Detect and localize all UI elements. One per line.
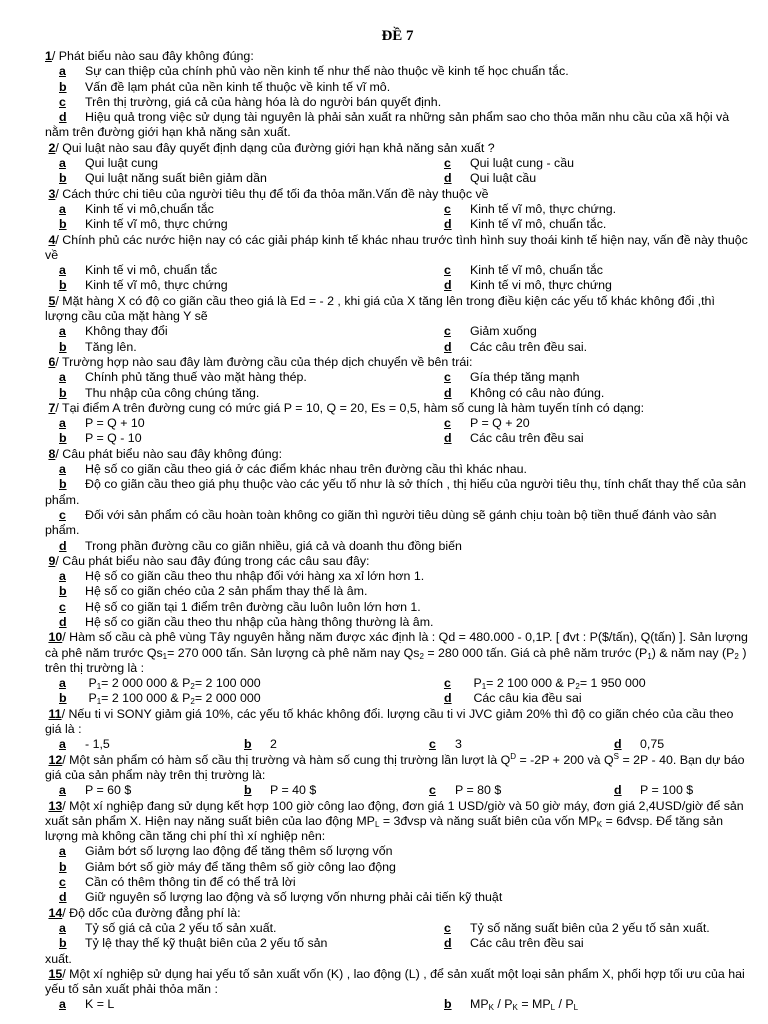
option-b	[45, 936, 430, 951]
option-text: K = L	[85, 997, 115, 1012]
option-letter: a	[59, 263, 66, 278]
subscript: 2	[419, 651, 424, 661]
superscript: S	[613, 751, 619, 761]
option-text: Các câu trên đều sai	[470, 431, 584, 446]
option-text: Chính phủ tăng thuế vào mặt hàng thép.	[85, 370, 307, 385]
option-c	[45, 508, 750, 539]
option-text: Các câu trên đều sai.	[470, 339, 588, 354]
option-text: Qui luật năng suất biên giảm dần	[85, 171, 267, 186]
option-text: Không có câu nào đúng.	[470, 385, 605, 400]
question-number: 8	[48, 446, 56, 461]
option-text: Kinh tế vi mô, chuẩn tắc	[85, 263, 218, 278]
option-letter: c	[429, 783, 436, 798]
exam-title: ĐỀ 7	[381, 28, 414, 44]
question-1	[45, 49, 750, 141]
option-text: Tỷ số giá cả của 2 yếu tố sản xuất.	[85, 920, 277, 935]
option-text: P = Q + 20	[470, 416, 530, 431]
option-row	[45, 737, 750, 752]
option-letter: c	[429, 737, 436, 752]
question-text: / Mặt hàng X có độ co giãn cầu theo giá là Ed = - 2 , khi giá của X tăng lên trong điều kiện các yếu tố khác không đổi ,thì lượng cầu của mặt hàng Y sẽ	[45, 293, 715, 324]
option-text: P = 40 $	[270, 783, 317, 798]
option-a	[45, 569, 750, 584]
option-text: Hệ số co giãn cầu theo giá ở các điểm khác nhau trên đường cầu thì khác nhau.	[85, 462, 527, 477]
option-text: Tỷ số năng suất biên của 2 yếu tố sản xuất.	[470, 920, 710, 935]
question-text: ) trên thị trường là :	[45, 645, 747, 675]
option-row	[45, 921, 750, 936]
option-d	[45, 890, 750, 905]
option-text: Giữ nguyên số lượng lao động và số lượng vốn nhưng phải cải tiến kỹ thuật	[85, 890, 503, 905]
question-text: / Độ dốc của đường đẳng phí là:	[62, 905, 241, 920]
question-3	[45, 187, 750, 233]
subscript: 1	[162, 651, 168, 661]
option-letter: d	[444, 691, 452, 706]
option-c	[430, 202, 616, 217]
question-text: = 280 000 tấn. Giá cà phê năm trước (P	[423, 645, 648, 660]
option-row	[45, 997, 750, 1012]
question-7	[45, 401, 750, 447]
question-text: = 2P - 40. Bạn dự báo giá của sản phẩm này trên thị trường là:	[45, 752, 745, 782]
question-text: / Hàm số cầu cà phê vùng Tây nguyên hằng năm được xác định là : Qd = 480.000 - 0,1P. [ đvt : P($/tấn), Q(tấn) ]. Sản lượng cà phê năm trước Qs	[45, 630, 748, 660]
option-letter: b	[59, 936, 67, 951]
option-text: Tỷ lệ thay thế kỹ thuật biên của 2 yếu tố sản	[85, 936, 328, 951]
question-number: 14	[48, 905, 63, 920]
subscript: 2	[734, 651, 739, 661]
option-letter: a	[59, 416, 66, 431]
option-text: Không thay đổi	[85, 324, 168, 339]
option-d	[430, 936, 584, 951]
option-text: = 2 100 000 & P	[101, 691, 191, 706]
question-11-stem	[45, 707, 750, 738]
option-d	[45, 110, 750, 141]
option-letter: d	[59, 110, 67, 125]
subscript: 1	[481, 682, 487, 692]
option-a	[45, 64, 750, 79]
option-c	[415, 783, 600, 798]
option-c	[430, 370, 580, 385]
question-15	[45, 967, 750, 1013]
option-text: P = 60 $	[85, 783, 132, 798]
option-text: Kinh tế vĩ mô, thực chứng	[85, 217, 228, 232]
question-10-stem	[45, 630, 750, 676]
option-letter: d	[444, 936, 452, 951]
question-text: / Trường hợp nào sau đây làm đường cầu của thép dịch chuyển về bên trái:	[55, 354, 473, 369]
option-letter: c	[444, 920, 451, 935]
option-row	[45, 171, 750, 186]
option-a	[45, 324, 430, 339]
option-letter: a	[59, 462, 66, 477]
option-text: Thu nhập của công chúng tăng.	[85, 385, 260, 400]
question-text: / Một sản phẩm có hàm số cầu thị trường và hàm số cung thị trường lần lượt là Q	[62, 752, 511, 767]
option-text: Hệ số co giãn cầu theo thu nhập của hàng thông thường là âm.	[85, 614, 434, 629]
option-row	[45, 156, 750, 171]
option-letter: d	[59, 890, 67, 905]
question-5	[45, 294, 750, 355]
option-letter: a	[59, 844, 66, 859]
option-text: Vấn đề lạm phát của nền kinh tế thuộc về kinh tế vĩ mô.	[85, 79, 391, 94]
option-b	[45, 171, 430, 186]
question-text: / Cách thức chi tiêu của người tiêu thụ để tối đa thỏa mãn.Vấn đề này thuộc về	[55, 186, 489, 201]
option-text: MP	[470, 997, 489, 1012]
question-4	[45, 233, 750, 294]
option-text: Kinh tế vĩ mô, thực chứng	[85, 278, 228, 293]
option-letter: a	[59, 783, 66, 798]
question-6-stem	[45, 355, 750, 370]
option-text: - 1,5	[85, 737, 110, 752]
question-11	[45, 707, 750, 753]
option-text: Các câu kia đều sai	[473, 691, 582, 706]
question-text: = 3đvsp và năng suất biên của vốn MP	[379, 813, 597, 828]
option-c	[45, 600, 750, 615]
option-text: Trong phần đường cầu co giãn nhiều, giá cả và doanh thu đồng biến	[85, 538, 462, 553]
subscript: L	[550, 1003, 556, 1013]
question-text: ) & năm nay (P	[651, 645, 735, 660]
question-number: 9	[48, 553, 56, 568]
option-text: 2	[270, 737, 277, 752]
option-b	[45, 584, 750, 599]
option-letter: c	[444, 416, 451, 431]
question-13	[45, 799, 750, 906]
option-text: P = Q + 10	[85, 416, 145, 431]
option-text: 0,75	[640, 737, 665, 752]
option-row	[45, 370, 750, 385]
subscript: K	[488, 1003, 494, 1013]
option-text: Cần có thêm thông tin để có thể trả lời	[85, 875, 296, 890]
question-text: / Qui luật nào sau đây quyết định dạng của đường giới hạn khả năng sản xuất ?	[55, 140, 495, 155]
option-b	[45, 386, 430, 401]
option-letter: c	[59, 94, 66, 109]
question-7-stem	[45, 401, 750, 416]
option-row	[45, 691, 750, 706]
option-a	[45, 676, 430, 691]
option-b-continuation: xuất.	[45, 951, 72, 966]
option-row	[45, 278, 750, 293]
option-row	[45, 202, 750, 217]
option-text: Qui luật cầu	[470, 171, 537, 186]
option-a	[45, 462, 750, 477]
subscript: 1	[647, 651, 652, 661]
option-c	[430, 416, 530, 431]
option-text: Các câu trên đều sai	[470, 936, 584, 951]
option-letter: b	[59, 691, 67, 706]
option-letter: b	[244, 783, 252, 798]
question-number: 6	[48, 354, 56, 369]
question-number: 3	[48, 186, 56, 201]
question-text: / Nếu ti vi SONY giảm giá 10%, các yếu tố khác không đổi. lượng cầu ti vi JVC giảm 20% thì độ co giãn chéo của cầu theo giá là :	[45, 706, 734, 737]
option-text: = 2 000 000	[194, 691, 261, 706]
option-letter: c	[444, 324, 451, 339]
option-letter: d	[444, 171, 452, 186]
option-letter: a	[59, 676, 66, 691]
question-text: / Câu phát biểu nào sau đây đúng trong các câu sau đây:	[55, 553, 370, 568]
option-letter: c	[444, 676, 451, 691]
question-number: 7	[48, 400, 56, 415]
subscript: K	[596, 819, 603, 829]
option-b	[230, 783, 415, 798]
option-text: Hiệu quả trong việc sử dụng tài nguyên là phải sản xuất ra những sản phẩm sao cho thỏa mãn nhu cầu của xã hội và nằm trên đường giới hạn khả năng sản xuất.	[45, 110, 730, 140]
option-letter: b	[59, 278, 67, 293]
question-1-stem	[45, 49, 750, 64]
option-a	[45, 263, 430, 278]
question-text: / Phát biểu nào sau đây không đúng:	[51, 49, 254, 63]
option-letter: b	[59, 477, 67, 492]
option-letter: b	[59, 385, 67, 400]
question-14-stem	[45, 906, 750, 921]
option-text: = 2 000 000 & P	[101, 676, 191, 691]
option-text: Kinh tế vĩ mô, chuẩn tắc.	[470, 217, 607, 232]
option-text: P	[88, 676, 97, 691]
subscript: L	[573, 1003, 579, 1013]
option-text: Kinh tế vi mô,chuẩn tắc	[85, 201, 214, 216]
option-text: Gía thép tăng mạnh	[470, 370, 580, 385]
option-letter: c	[444, 263, 451, 278]
question-2	[45, 141, 750, 187]
option-text: Kinh tế vi mô, thực chứng	[470, 278, 612, 293]
option-row	[45, 340, 750, 355]
option-c	[415, 737, 600, 752]
option-letter: b	[444, 997, 452, 1012]
option-c	[430, 324, 537, 339]
option-letter: b	[59, 859, 67, 874]
option-text: Kinh tế vĩ mô, chuẩn tắc	[470, 263, 603, 278]
option-row	[45, 783, 750, 798]
option-letter: d	[59, 614, 67, 629]
option-b	[430, 997, 578, 1012]
option-b	[45, 278, 430, 293]
option-text: Hệ số co giãn chéo của 2 sản phẩm thay thế là âm.	[85, 584, 368, 599]
option-a	[45, 997, 430, 1012]
option-row	[45, 386, 750, 401]
subscript: 1	[96, 682, 102, 692]
question-text: = 270 000 tấn. Sản lượng cà phê năm nay Qs	[167, 645, 420, 660]
option-row	[45, 431, 750, 446]
option-text: = MP	[517, 997, 551, 1012]
option-b	[45, 477, 750, 508]
option-b	[230, 737, 415, 752]
option-letter: b	[59, 171, 67, 186]
option-letter: c	[59, 875, 66, 890]
option-text: Sự can thiệp của chính phủ vào nền kinh tế như thế nào thuộc về kinh tế học chuẩn tắc.	[85, 64, 569, 79]
option-d	[430, 386, 604, 401]
option-letter: c	[444, 201, 451, 216]
option-letter: b	[59, 431, 67, 446]
option-text: P	[88, 691, 97, 706]
option-letter: a	[59, 920, 66, 935]
option-c	[430, 676, 646, 691]
subscript: 2	[190, 682, 195, 692]
option-text: P = 100 $	[640, 783, 694, 798]
question-3-stem	[45, 187, 750, 202]
question-10	[45, 630, 750, 706]
question-text: = 6đvsp. Để tăng sản lượng mà không cần tăng chi phí thì xí nghiệp nên:	[45, 813, 723, 844]
option-b	[45, 691, 430, 706]
question-number: 4	[48, 232, 56, 247]
option-letter: c	[59, 599, 66, 614]
option-text: P	[473, 676, 482, 691]
option-letter: a	[59, 324, 66, 339]
option-a	[45, 202, 430, 217]
subscript: 2	[190, 697, 195, 707]
option-text: Kinh tế vĩ mô, thực chứng.	[470, 201, 617, 216]
option-text: Hệ số co giãn cầu theo thu nhập đối với hàng xa xỉ lớn hơn 1.	[85, 569, 425, 584]
question-number: 1	[45, 49, 52, 63]
question-number: 12	[48, 752, 63, 767]
option-letter: d	[614, 783, 622, 798]
option-b	[45, 80, 750, 95]
question-9	[45, 554, 750, 630]
option-letter: d	[444, 339, 452, 354]
option-a	[45, 921, 430, 936]
option-d	[430, 431, 584, 446]
option-text: Độ co giãn cầu theo giá phụ thuộc vào các yếu tố như là sở thích , thị hiếu của người tiêu thụ, tính chất thay thế của sản phẩm.	[45, 477, 747, 507]
option-row	[45, 263, 750, 278]
question-number: 10	[48, 630, 63, 645]
option-text: = 2 100 000 & P	[486, 676, 576, 691]
option-letter: a	[59, 64, 66, 79]
option-letter: d	[444, 278, 452, 293]
option-text: Đối với sản phẩm có cầu hoàn toàn không co giãn thì người tiêu dùng sẽ gánh chịu toàn bộ tiền thuế đánh vào sản phẩm.	[45, 507, 717, 538]
question-number: 11	[48, 706, 62, 721]
option-a	[45, 783, 230, 798]
option-letter: c	[444, 370, 451, 385]
question-15-stem	[45, 967, 750, 998]
question-8-stem	[45, 447, 750, 462]
question-text: = -2P + 200 và Q	[516, 752, 614, 767]
option-d	[430, 340, 587, 355]
question-12	[45, 753, 750, 799]
option-letter: b	[59, 79, 67, 94]
question-12-stem	[45, 753, 750, 784]
superscript: D	[510, 751, 517, 761]
option-text: / P	[493, 997, 513, 1012]
question-number: 15	[48, 966, 63, 981]
option-letter: d	[444, 431, 452, 446]
option-c	[45, 95, 750, 110]
option-letter: a	[59, 997, 66, 1012]
option-c	[430, 921, 710, 936]
question-2-stem	[45, 141, 750, 156]
option-b	[45, 340, 430, 355]
option-row	[45, 416, 750, 431]
question-number: 5	[48, 293, 56, 308]
option-row	[45, 676, 750, 691]
question-8	[45, 447, 750, 554]
option-text: Tăng lên.	[85, 339, 137, 354]
question-text: / Tại điểm A trên đường cung có mức giá P = 10, Q = 20, Es = 0,5, hàm số cung là hàm tuyến tính có dạng:	[55, 400, 645, 415]
question-14	[45, 906, 750, 967]
option-a	[45, 370, 430, 385]
option-b	[45, 217, 430, 232]
option-text: Giảm xuống	[470, 324, 537, 339]
option-d	[430, 171, 536, 186]
subscript: L	[374, 819, 380, 829]
option-a	[45, 737, 230, 752]
option-d	[600, 737, 664, 752]
option-letter: d	[444, 217, 452, 232]
option-letter: b	[244, 737, 252, 752]
option-letter: a	[59, 737, 66, 752]
option-d	[600, 783, 693, 798]
option-a	[45, 844, 750, 859]
option-c	[430, 263, 603, 278]
option-d	[45, 539, 750, 554]
option-letter: c	[59, 507, 66, 522]
question-text: / Một xí nghiệp đang sử dụng kết hợp 100 giờ công lao động, đơn giá 1 USD/giờ và 50 giờ máy, đơn giá 2,4USD/giờ để sản xuất sản phẩm X. Hiện nay năng suất biên của lao động MP	[45, 798, 744, 828]
option-letter: a	[59, 569, 66, 584]
subscript: K	[512, 1003, 518, 1013]
question-number: 13	[48, 798, 63, 813]
option-text: Giảm bớt số lượng lao động để tăng thêm số lượng vốn	[85, 844, 393, 859]
option-letter: d	[614, 737, 622, 752]
option-d	[430, 217, 606, 232]
option-c	[45, 875, 750, 890]
option-text: Qui luật cung - cầu	[470, 156, 575, 171]
question-text: / Một xí nghiệp sử dụng hai yếu tố sản xuất vốn (K) , lao động (L) , để sản xuất một loại sản phẩm X, phối hợp tối ưu của hai yếu tố sản xuất phải thỏa mãn :	[45, 966, 745, 997]
subscript: 1	[96, 697, 102, 707]
question-13-stem	[45, 799, 750, 845]
option-b	[45, 860, 750, 875]
option-text: P = 80 $	[455, 783, 502, 798]
option-d	[430, 278, 612, 293]
question-number: 2	[48, 140, 56, 155]
option-letter: d	[444, 385, 452, 400]
question-5-stem	[45, 294, 750, 325]
option-letter: d	[59, 538, 67, 553]
question-6	[45, 355, 750, 401]
option-a	[45, 416, 430, 431]
option-text: = 1 950 000	[579, 676, 646, 691]
option-letter: a	[59, 370, 66, 385]
option-text: Giảm bớt số giờ máy để tăng thêm số giờ công lao động	[85, 859, 396, 874]
question-4-stem	[45, 233, 750, 264]
option-letter: c	[444, 156, 451, 171]
option-text: 3	[455, 737, 462, 752]
option-row	[45, 217, 750, 232]
option-letter: a	[59, 156, 66, 171]
question-9-stem	[45, 554, 750, 569]
option-text: P = Q - 10	[85, 431, 142, 446]
option-text: Trên thị trường, giá cả của hàng hóa là do người bán quyết định.	[85, 94, 442, 109]
option-c	[430, 156, 574, 171]
option-row	[45, 324, 750, 339]
question-text: / Câu phát biểu nào sau đây không đúng:	[55, 446, 283, 461]
option-letter: a	[59, 201, 66, 216]
question-text: / Chính phủ các nước hiện nay có các giải pháp kinh tế khác nhau trước tình hình suy thoái kinh tế hiện nay, vấn đề này thuộc về	[45, 232, 748, 262]
option-text: Hệ số co giãn tại 1 điểm trên đường cầu luôn luôn lớn hơn 1.	[85, 599, 421, 614]
option-letter: b	[59, 339, 67, 354]
option-d	[45, 615, 750, 630]
option-letter: b	[59, 217, 67, 232]
subscript: 2	[575, 682, 580, 692]
option-a	[45, 156, 430, 171]
option-text: Qui luật cung	[85, 156, 159, 171]
option-d	[430, 691, 582, 706]
option-text: = 2 100 000	[194, 676, 261, 691]
option-letter: b	[59, 584, 67, 599]
option-b	[45, 431, 430, 446]
option-row	[45, 936, 750, 951]
option-text: / P	[555, 997, 574, 1012]
